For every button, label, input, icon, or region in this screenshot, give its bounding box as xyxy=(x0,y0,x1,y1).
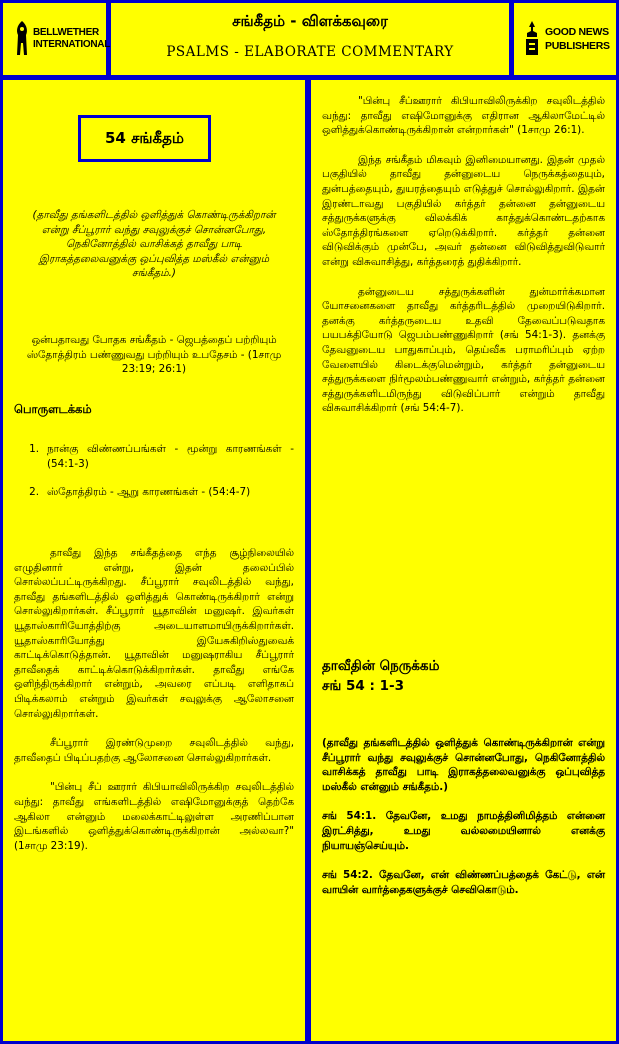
intro-block xyxy=(25,208,283,281)
right-paragraph-2: தன்னுடைய சத்துருக்களின் துன்மார்க்கமான யோசனைகளை தாவீது கர்த்தரிடத்தில் முறையிடுகிறார். தனக்கு கர்த்தருடைய உதவி தேவைப்படுவதாக பயபக்தியோடு ஜெபம்பண்ணுகிறார் (சங் 54:1-3). தனக்கு தேவனுடைய பாதுகாப்பும், தெய்வீக பராமரிப்பும் ஏற்ற வேளையில் கிடைக்குமென்றும், கர்த்தர் தன்னுடைய சத்துருக்களை நிர்மூலம்பண்ணுவார் என்றும், கர்த்தர் தன்னை சத்துருக்களிடமிருந்து விடுவிப்பார் என்றும் தாவீது விசுவாசிக்கிறார் (சங் 54:4-7). xyxy=(322,285,605,415)
psalm-subtitle: ஒன்பதாவது போதக சங்கீதம் - ஜெபத்தைப் பற்றியும் ஸ்தோத்திரம் பண்ணுவது பற்றியும் உபதேசம் - (1சாமு 23:19; 26:1) xyxy=(26,334,282,376)
lamp-icon xyxy=(522,19,542,59)
section-heading: தாவீதின் நெருக்கம் xyxy=(322,658,440,674)
header-subtitle: PSALMS - ELABORATE COMMENTARY xyxy=(166,44,454,60)
contents-heading: பொருளடக்கம் xyxy=(14,402,92,416)
right-body xyxy=(322,94,605,416)
verse-1: சங் 54:1. தேவனே, உமது நாமத்தினிமித்தம் என்னை இரட்சித்து, உமது வல்லமையினால் எனக்கு நியாயஞ்செய்யும். xyxy=(322,810,605,852)
psalm-title-box xyxy=(78,115,211,162)
intro-italic: (தாவீது தங்களிடத்தில் ஒளித்துக் கொண்டிருக்கிறான் என்று சீப்பூரார் வந்து சவுலுக்குச் சொன்னபோது, நெகினோத்தில் வாசிக்கத் தாவீது பாடி இராகத்தலைவனுக்கு ஒப்புவித்த மஸ்கீல் என்னும் சங்கீதம்.) xyxy=(32,209,276,280)
header-title: சங்கீதம் - விளக்கவுரை xyxy=(232,12,388,30)
right-quote-1: "பின்பு சீப்ஊரார் கிபியாவிலிருக்கிற சவுலிடத்தில் வந்து: தாவீது எஷிமோனுக்கு எதிரான ஆகிலாமேட்டில் ஒளித்துக்கொண்டிருக்கிறான் என்றார்கள்" (1சாமு 26:1). xyxy=(322,95,605,137)
intro-bold: (தாவீது தங்களிடத்தில் ஒளித்துக் கொண்டிருக்கிறான் என்று சீப்பூரார் வந்து சவுலுக்குச் சொன்னபோது, நெகினோத்தில் வாசிக்கத் தாவீது பாடி இராகத்தலைவனுக்கு ஒப்புவித்த மஸ்கீல் என்னும் சங்கீதம்.) xyxy=(322,737,605,793)
left-logo-line1: BELLWETHER xyxy=(33,27,99,38)
section-heading-block xyxy=(322,656,605,696)
left-logo-line2: INTERNATIONAL xyxy=(33,39,111,50)
right-verses xyxy=(322,736,605,897)
header-right-logo-panel xyxy=(514,3,616,75)
good-news-logo xyxy=(522,19,610,59)
list-item-text: ஸ்தோத்திரம் - ஆறு காரணங்கள் - (54:4-7) xyxy=(47,486,251,499)
bellwether-logo xyxy=(13,19,110,59)
list-item-text: நான்கு விண்ணப்பங்கள் - மூன்று காரணங்கள் - (54:1-3) xyxy=(47,443,294,470)
ram-icon xyxy=(13,19,31,59)
right-logo-line2: PUBLISHERS xyxy=(545,40,610,52)
verse-2: சங் 54:2. தேவனே, என் விண்ணப்பத்தைக் கேட்டு, என் வாயின் வார்த்தைகளுக்குச் செவிகொடும். xyxy=(322,869,605,896)
right-logo-line1: GOOD NEWS xyxy=(545,26,609,38)
list-item xyxy=(17,485,294,500)
list-item-number: 2. xyxy=(29,486,39,499)
right-paragraph-1: இந்த சங்கீதம் மிகவும் இனிமையானது. இதன் முதல் பகுதியில் தாவீது தன்னுடைய நெருக்கத்தையும், துன்பத்தையும், துயரத்தையும் எடுத்துச் சொல்லுகிறார். இதன் இரண்டாவது பகுதியில் கர்த்தர் தன்னை தன்னுடைய சத்துருக்களுக்கு விலக்கிக் காத்துக்கொண்டதற்காக ஸ்தோத்திரங்களை ஏறெடுக்கிறார். கர்த்தர் தன்னை விடுவிக்கும் முன்பே, அவர் தன்னை விடுவித்துவிடுவார் என்று விசுவாசித்து, கர்த்தரைத் துதிக்கிறார். xyxy=(322,153,605,268)
contents-heading-block xyxy=(14,402,294,418)
left-paragraph-1: தாவீது இந்த சங்கீதத்தை எந்த சூழ்நிலையில் எழுதினார் என்று, இதன் தலைப்பில் சொல்லப்பட்டிருக்கிறது. சீப்பூரார் சவுலிடத்தில் வந்து, தாவீது தங்களிடத்தில் ஒளித்துக் கொண்டிருக்கிறார் என்று சொல்லுகிறார்கள். சீப்பூரார் யூதாவின் மனுஷர். இவர்கள் யூதாஸ்காரியோத்திற்கு அடையாளமாயிருக்கிறார்கள். யூதாஸ்காரியோத்து இயேசுகிறிஸ்துவைக் காட்டிக்கொடுத்தான். யூதாவின் மனுஷராகிய சீப்பூரார் தாவீதைக் காட்டிக்கொடுக்கிறார்கள். தாவீது எங்கே ஒளிந்திருக்கிறார் என்றும், அவரை எப்படி எளிதாகப் பிடிக்கலாம் என்றும் இவர்கள் சவுலுக்கு ஆலோசனை சொல்லுகிறார்கள். xyxy=(14,547,294,720)
left-column xyxy=(3,80,305,1041)
header-title-panel xyxy=(111,3,509,75)
left-paragraph-3: "பின்பு சீப் ஊரார் கிபியாவிலிருக்கிற சவுலிடத்தில் வந்து: தாவீது எங்களிடத்தில் எஷிமோனுக்குத் தெற்கே ஆகிலா என்னும் மலைக்காட்டிலுள்ள அரணிப்பான இடங்களில் ஒளித்துக்கொண்டிருக்கிறான் அல்லவா?" (1சாமு 23:19). xyxy=(14,781,294,852)
left-body xyxy=(14,546,294,853)
subtitle-block xyxy=(17,333,291,377)
list-item-number: 1. xyxy=(29,443,39,455)
psalm-title: 54 சங்கீதம் xyxy=(105,128,184,147)
list-item xyxy=(17,442,294,471)
contents-list xyxy=(17,442,294,500)
section-reference: சங் 54 : 1-3 xyxy=(322,678,404,694)
left-paragraph-2: சீப்பூரார் இரண்டுமுறை சவுலிடத்தில் வந்து, தாவீதைப் பிடிப்பதற்கு ஆலோசனை சொல்லுகிறார்கள். xyxy=(14,737,294,764)
right-column xyxy=(311,80,616,1041)
header-left-logo-panel xyxy=(3,3,111,75)
